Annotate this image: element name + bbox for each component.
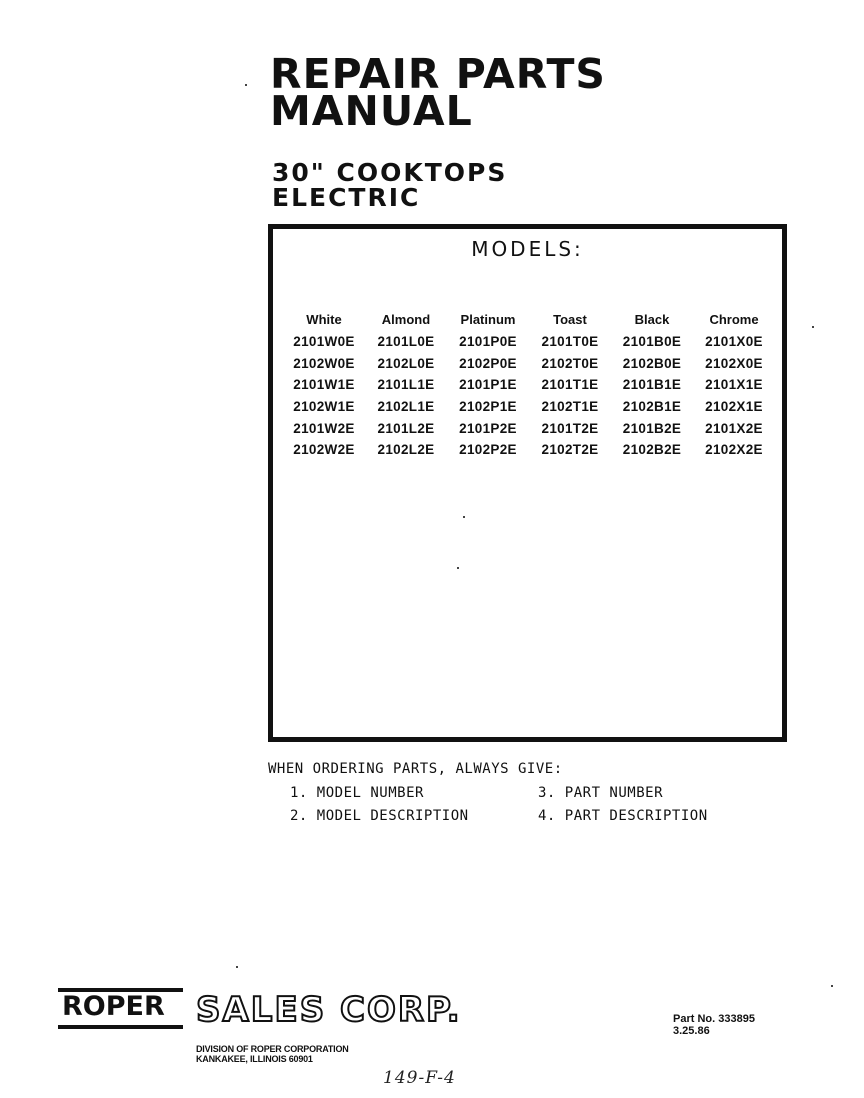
column-header-toast: Toast: [553, 311, 587, 327]
model-row: [283, 374, 775, 396]
model-cell: 2102W1E: [293, 399, 355, 415]
model-cell: 2102T2E: [541, 442, 599, 458]
publication-date: 3.25.86: [673, 1025, 710, 1037]
title-line-2: MANUAL: [270, 87, 473, 135]
model-cell: 2101T0E: [541, 334, 599, 350]
handwritten-note: 149-F-4: [383, 1068, 456, 1088]
part-number-block: [673, 1013, 755, 1037]
scan-speck: [812, 326, 814, 328]
model-cell: 2102X2E: [705, 442, 763, 458]
roper-logo: [58, 988, 183, 1030]
company-name: SALES CORP.: [196, 990, 462, 1030]
title-line-1: REPAIR PARTS: [270, 50, 606, 98]
model-cell: 2101B0E: [622, 334, 682, 350]
column-header-chrome: Chrome: [709, 311, 759, 327]
subtitle-line-1: 30" COOKTOPS: [272, 158, 508, 187]
model-cell: 2102B0E: [622, 355, 682, 371]
model-cell: 2101L1E: [377, 377, 435, 393]
ordering-title: WHEN ORDERING PARTS, ALWAYS GIVE:: [268, 761, 563, 777]
scan-speck: [457, 567, 459, 569]
model-cell: 2101B2E: [622, 420, 682, 436]
model-cell: 2101X0E: [705, 334, 763, 350]
model-cell: 2102W2E: [293, 442, 355, 458]
column-header-black: Black: [634, 311, 670, 327]
model-cell: 2101L2E: [377, 420, 435, 436]
model-cell: 2102P1E: [459, 399, 517, 415]
model-cell: 2101P1E: [459, 377, 517, 393]
models-box: [268, 224, 787, 742]
models-table: [283, 307, 775, 461]
model-row: [283, 353, 775, 375]
ordering-item-part-number: 3. PART NUMBER: [538, 785, 664, 801]
model-cell: 2102P0E: [459, 355, 517, 371]
column-header-platinum: Platinum: [460, 311, 516, 327]
model-cell: 2102T1E: [541, 399, 599, 415]
scan-speck: [236, 966, 238, 968]
model-row: [283, 417, 775, 439]
ordering-item-part-description: 4. PART DESCRIPTION: [538, 808, 708, 824]
model-row: [283, 331, 775, 353]
ordering-item-model-description: 2. MODEL DESCRIPTION: [290, 808, 469, 824]
logo-bar-bottom: [58, 1025, 183, 1029]
model-cell: 2101X2E: [705, 420, 763, 436]
model-cell: 2102L1E: [377, 399, 435, 415]
models-heading: MODELS:: [471, 237, 584, 261]
model-row: [283, 439, 775, 461]
model-cell: 2101T2E: [541, 420, 599, 436]
model-cell: 2101T1E: [541, 377, 599, 393]
manual-title: [270, 50, 606, 135]
scan-speck: [463, 516, 465, 518]
models-header-row: [283, 307, 775, 331]
division-line-2: KANKAKEE, ILLINOIS 60901: [196, 1054, 313, 1064]
model-cell: 2101W2E: [293, 420, 355, 436]
roper-logo-text: ROPER: [62, 991, 165, 1022]
model-row: [283, 396, 775, 418]
model-cell: 2102B1E: [622, 399, 682, 415]
model-cell: 2101B1E: [622, 377, 682, 393]
model-cell: 2101P2E: [459, 420, 517, 436]
model-cell: 2102X1E: [705, 399, 763, 415]
ordering-item-model-number: 1. MODEL NUMBER: [290, 785, 424, 801]
product-subtitle: [272, 160, 507, 210]
model-cell: 2101L0E: [377, 334, 435, 350]
model-cell: 2102W0E: [293, 355, 355, 371]
model-cell: 2102P2E: [459, 442, 517, 458]
model-cell: 2102B2E: [622, 442, 682, 458]
scan-speck: [831, 985, 833, 987]
model-cell: 2101P0E: [459, 334, 517, 350]
model-cell: 2101W1E: [293, 377, 355, 393]
division-line-1: DIVISION OF ROPER CORPORATION: [196, 1044, 349, 1054]
model-cell: 2102T0E: [541, 355, 599, 371]
division-info: [196, 1044, 349, 1064]
model-cell: 2102L0E: [377, 355, 435, 371]
model-cell: 2101W0E: [293, 334, 355, 350]
part-number: Part No. 333895: [673, 1013, 755, 1025]
model-cell: 2102X0E: [705, 355, 763, 371]
scan-speck: [245, 84, 247, 86]
model-cell: 2102L2E: [377, 442, 435, 458]
subtitle-line-2: ELECTRIC: [272, 183, 421, 212]
column-header-white: White: [306, 311, 342, 327]
model-cell: 2101X1E: [705, 377, 763, 393]
column-header-almond: Almond: [381, 311, 431, 327]
